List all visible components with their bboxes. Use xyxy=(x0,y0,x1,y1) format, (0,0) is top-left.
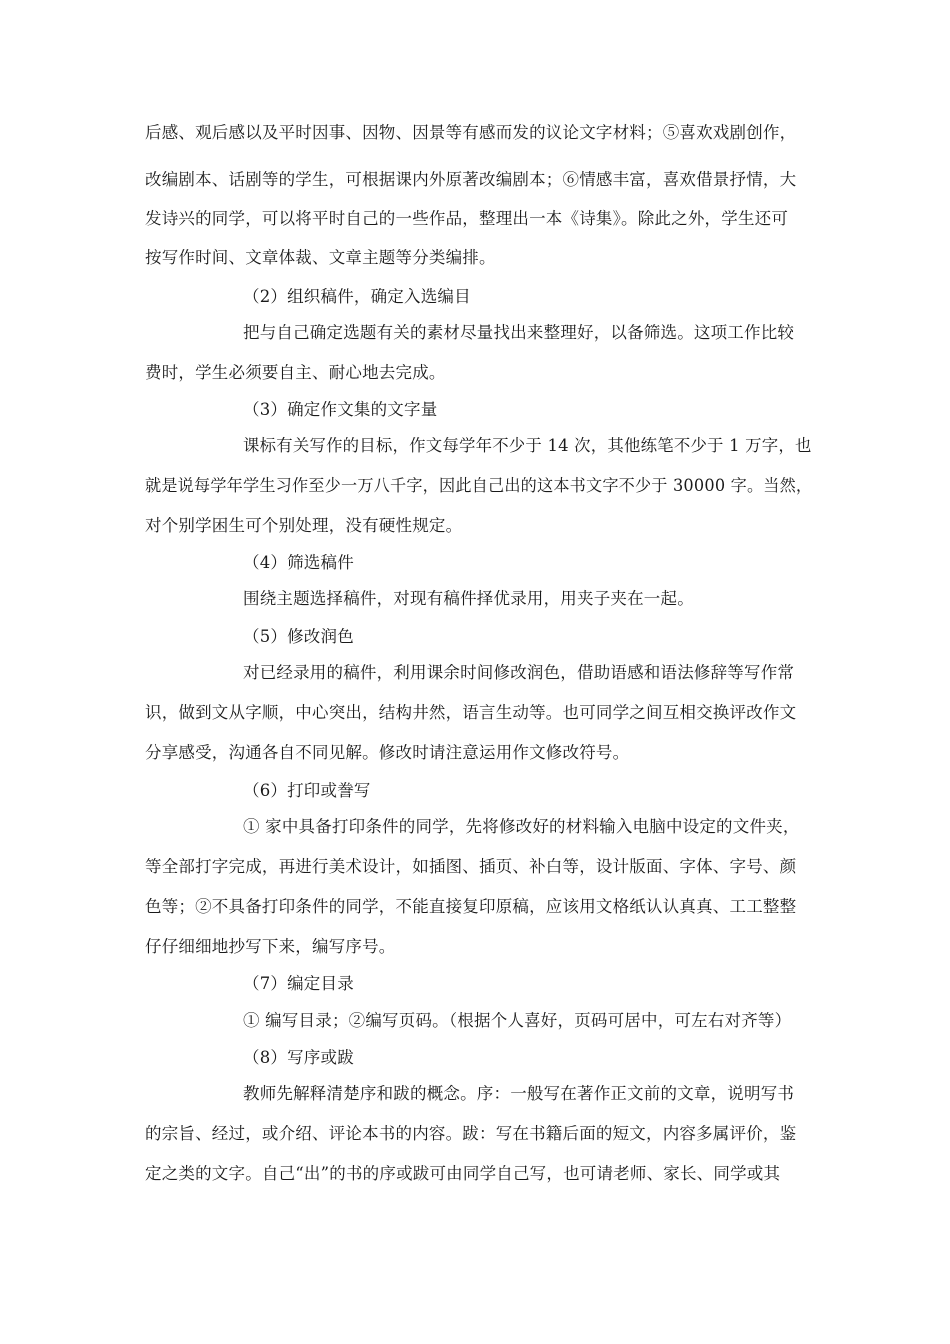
body-text-line: 围绕主题选择稿件，对现有稿件择优录用，用夹子夹在一起。 xyxy=(243,589,694,608)
body-text-line: ① 家中具备打印条件的同学，先将修改好的材料输入电脑中设定的文件夹， xyxy=(243,817,800,836)
body-text-line: 后感、观后感以及平时因事、因物、因景等有感而发的议论文字材料；⑤喜欢戏剧创作， xyxy=(145,123,797,142)
body-text-line: 等全部打字完成，再进行美术设计，如插图、插页、补白等，设计版面、字体、字号、颜 xyxy=(145,857,797,876)
body-text-line: 对已经录用的稿件，利用课余时间修改润色，借助语感和语法修辞等写作常 xyxy=(243,663,795,682)
body-text-line: 定之类的文字。自己“出”的书的序或跋可由同学自己写，也可请老师、家长、同学或其 xyxy=(145,1164,781,1183)
section-heading: （5）修改润色 xyxy=(243,627,354,646)
body-text-line: 把与自己确定选题有关的素材尽量找出来整理好，以备筛选。这项工作比较 xyxy=(243,323,795,342)
body-text-line: ① 编写目录；②编写页码。（根据个人喜好，页码可居中，可左右对齐等） xyxy=(243,1011,792,1030)
body-text-line: 就是说每学年学生习作至少一万八千字，因此自己出的这本书文字不少于 30000 字。当然， xyxy=(145,476,813,495)
section-heading: （2）组织稿件，确定入选编目 xyxy=(243,287,471,306)
body-text-line: 识，做到文从字顺，中心突出，结构井然，语言生动等。也可同学之间互相交换评改作文 xyxy=(145,703,797,722)
body-text-line: 色等；②不具备打印条件的同学，不能直接复印原稿，应该用文格纸认认真真、工工整整 xyxy=(145,897,797,916)
body-text-line: 按写作时间、文章体裁、文章主题等分类编排。 xyxy=(145,248,496,267)
body-text-line: 课标有关写作的目标，作文每学年不少于 14 次，其他练笔不少于 1 万字，也 xyxy=(243,436,812,455)
body-text-line: 教师先解释清楚序和跋的概念。序：一般写在著作正文前的文章，说明写书 xyxy=(243,1084,795,1103)
body-text-line: 的宗旨、经过，或介绍、评论本书的内容。跋：写在书籍后面的短文，内容多属评价，鉴 xyxy=(145,1124,797,1143)
section-heading: （4）筛选稿件 xyxy=(243,553,354,572)
section-heading: （7）编定目录 xyxy=(243,974,354,993)
body-text-line: 费时，学生必须要自主、耐心地去完成。 xyxy=(145,363,446,382)
section-heading: （8）写序或跋 xyxy=(243,1048,354,1067)
section-heading: （3）确定作文集的文字量 xyxy=(243,400,438,419)
body-text-line: 对个别学困生可个别处理，没有硬性规定。 xyxy=(145,516,463,535)
section-heading: （6）打印或誊写 xyxy=(243,781,371,800)
body-text-line: 仔仔细细地抄写下来，编写序号。 xyxy=(145,937,396,956)
body-text-line: 分享感受，沟通各自不同见解。修改时请注意运用作文修改符号。 xyxy=(145,743,630,762)
body-text-line: 发诗兴的同学，可以将平时自己的一些作品，整理出一本《诗集》。除此之外，学生还可 xyxy=(145,209,789,228)
body-text-line: 改编剧本、话剧等的学生，可根据课内外原著改编剧本；⑥情感丰富，喜欢借景抒情，大 xyxy=(145,170,797,189)
